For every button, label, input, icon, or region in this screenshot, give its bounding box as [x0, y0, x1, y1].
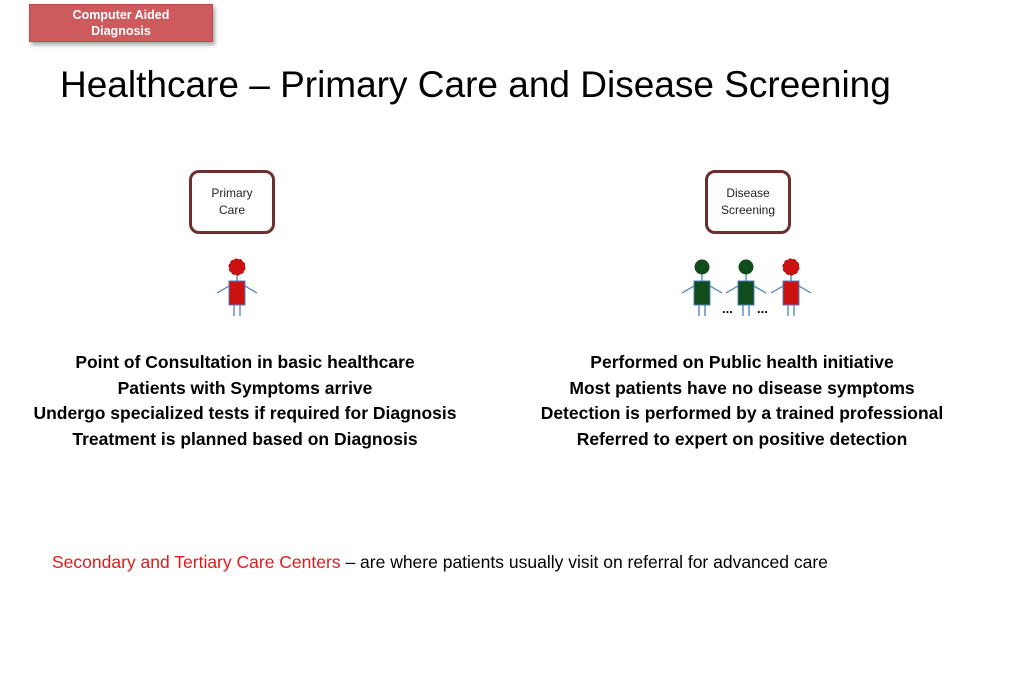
primary-care-line-2: Patients with Symptoms arrive	[117, 377, 373, 398]
right-arm	[799, 286, 811, 293]
screened-person-healthy-1	[679, 255, 725, 319]
primary-care-box	[189, 170, 275, 234]
body	[694, 281, 710, 305]
right-arm	[754, 286, 766, 293]
disease-screening-label-line2: Screening	[720, 203, 776, 217]
primary-care-description	[25, 350, 465, 452]
ellipsis-1: ...	[722, 301, 733, 316]
body	[229, 281, 245, 305]
primary-care-line-4: Treatment is planned based on Diagnosis	[72, 428, 418, 449]
disease-screening-line-3: Detection is performed by a trained professional	[540, 403, 944, 423]
disease-screening-description	[522, 350, 962, 452]
left-arm	[217, 286, 229, 293]
head	[229, 259, 245, 275]
left-arm	[726, 286, 738, 293]
left-arm	[682, 286, 694, 293]
primary-care-label-line2: Care	[218, 203, 245, 217]
disease-screening-line-1: Performed on Public health initiative	[590, 352, 894, 372]
section-tag-line1: Computer Aided	[72, 8, 170, 22]
page-title: Healthcare – Primary Care and Disease Screening	[60, 64, 891, 105]
left-arm	[771, 286, 783, 293]
screened-person-sick	[768, 255, 814, 319]
footer-note	[52, 552, 828, 573]
footer-text: – are where patients usually visit on referral for advanced care	[340, 552, 828, 572]
right-arm	[245, 286, 257, 293]
head	[783, 259, 799, 275]
body	[783, 281, 799, 305]
head	[695, 260, 710, 275]
body	[738, 281, 754, 305]
primary-care-line-1: Point of Consultation in basic healthcare	[75, 352, 415, 372]
right-arm	[710, 286, 722, 293]
disease-screening-line-4: Referred to expert on positive detection	[576, 428, 908, 449]
primary-care-label-line1: Primary	[211, 186, 253, 200]
section-tag-line2: Diagnosis	[91, 24, 151, 38]
disease-screening-line-2: Most patients have no disease symptoms	[569, 377, 915, 398]
disease-screening-box	[705, 170, 791, 234]
footer-highlight: Secondary and Tertiary Care Centers	[52, 552, 341, 572]
primary-care-line-3: Undergo specialized tests if required for Diagnosis	[33, 403, 457, 423]
disease-screening-label-line1: Disease	[726, 186, 770, 200]
section-tag	[29, 4, 213, 42]
head	[739, 260, 754, 275]
ellipsis-2: ...	[757, 301, 768, 316]
patient-sick-figure	[214, 255, 260, 319]
